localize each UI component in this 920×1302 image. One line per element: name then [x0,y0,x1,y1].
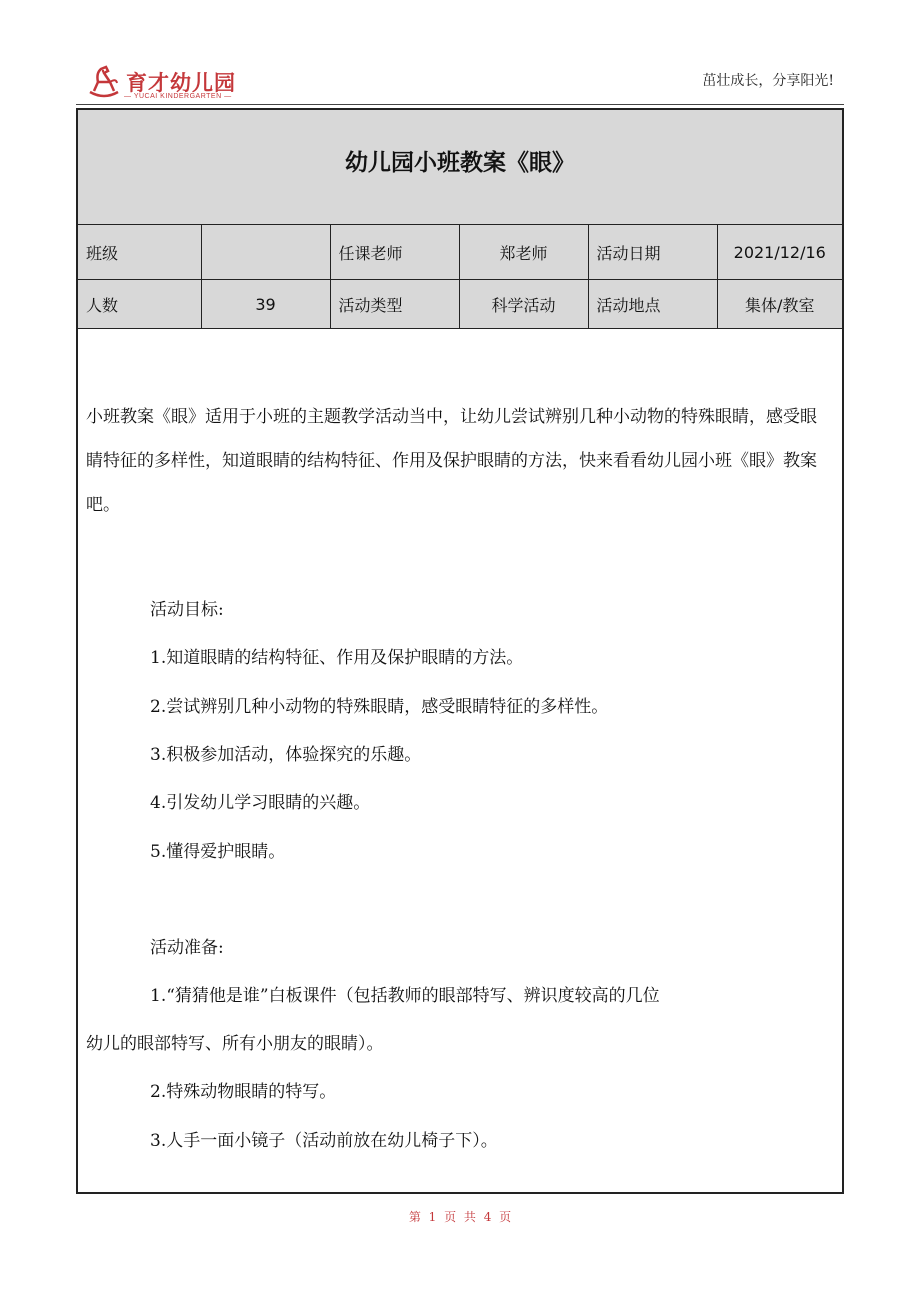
count-label: 人数 [78,280,201,329]
teacher-label: 任课老师 [330,225,459,280]
prep-item: 3.人手一面小镜子（活动前放在幼儿椅子下）。 [150,1131,498,1151]
type-label: 活动类型 [330,280,459,329]
goal-item: 4.引发幼儿学习眼睛的兴趣。 [150,793,371,813]
place-label: 活动地点 [588,280,717,329]
goal-item: 2.尝试辨别几种小动物的特殊眼睛，感受眼睛特征的多样性。 [150,697,609,717]
info-row [78,280,842,329]
goal-item: 1.知道眼睛的结构特征、作用及保护眼睛的方法。 [150,648,524,668]
date-label: 活动日期 [588,225,717,280]
intro-paragraph: 小班教案《眼》适用于小班的主题教学活动当中，让幼儿尝试辨别几种小动物的特殊眼睛，感受眼睛特征的多样性，知道眼睛的结构特征、作用及保护眼睛的方法，快来看看幼儿园小班《眼》教案吧。 [86,407,817,515]
type-value: 科学活动 [459,280,588,329]
count-value: 39 [201,280,330,329]
goal-item: 5.懂得爱护眼睛。 [150,842,286,862]
info-table [78,225,842,329]
class-value [201,225,330,280]
slogan: 茁壮成长，分享阳光! [702,73,834,89]
class-label: 班级 [78,225,201,280]
place-value: 集体/教室 [717,280,842,329]
teacher-value: 郑老师 [459,225,588,280]
logo-subtext: — YUCAI KINDERGARTEN — [124,93,232,100]
logo-text: 育才幼儿园 [126,71,236,95]
prep-heading: 活动准备: [150,938,224,958]
prep-item-continued: 幼儿的眼部特写、所有小朋友的眼睛）。 [86,1034,384,1054]
goal-item: 3.积极参加活动，体验探究的乐趣。 [150,745,422,765]
title-band [78,110,842,225]
info-row [78,225,842,280]
prep-item: 2.特殊动物眼睛的特写。 [150,1082,337,1102]
page-header [76,58,844,105]
document-title: 幼儿园小班教案《眼》 [345,150,575,176]
page-number: 第 1 页 共 4 页 [408,1210,512,1224]
logo [84,64,244,102]
prep-item: 1.“猜猜他是谁”白板课件（包括教师的眼部特写、辨识度较高的几位 [150,986,660,1006]
lesson-plan-document [76,108,844,1194]
lesson-content [86,395,826,1151]
goals-heading: 活动目标: [150,600,224,620]
rocking-horse-icon [84,64,124,100]
date-value: 2021/12/16 [717,225,842,280]
